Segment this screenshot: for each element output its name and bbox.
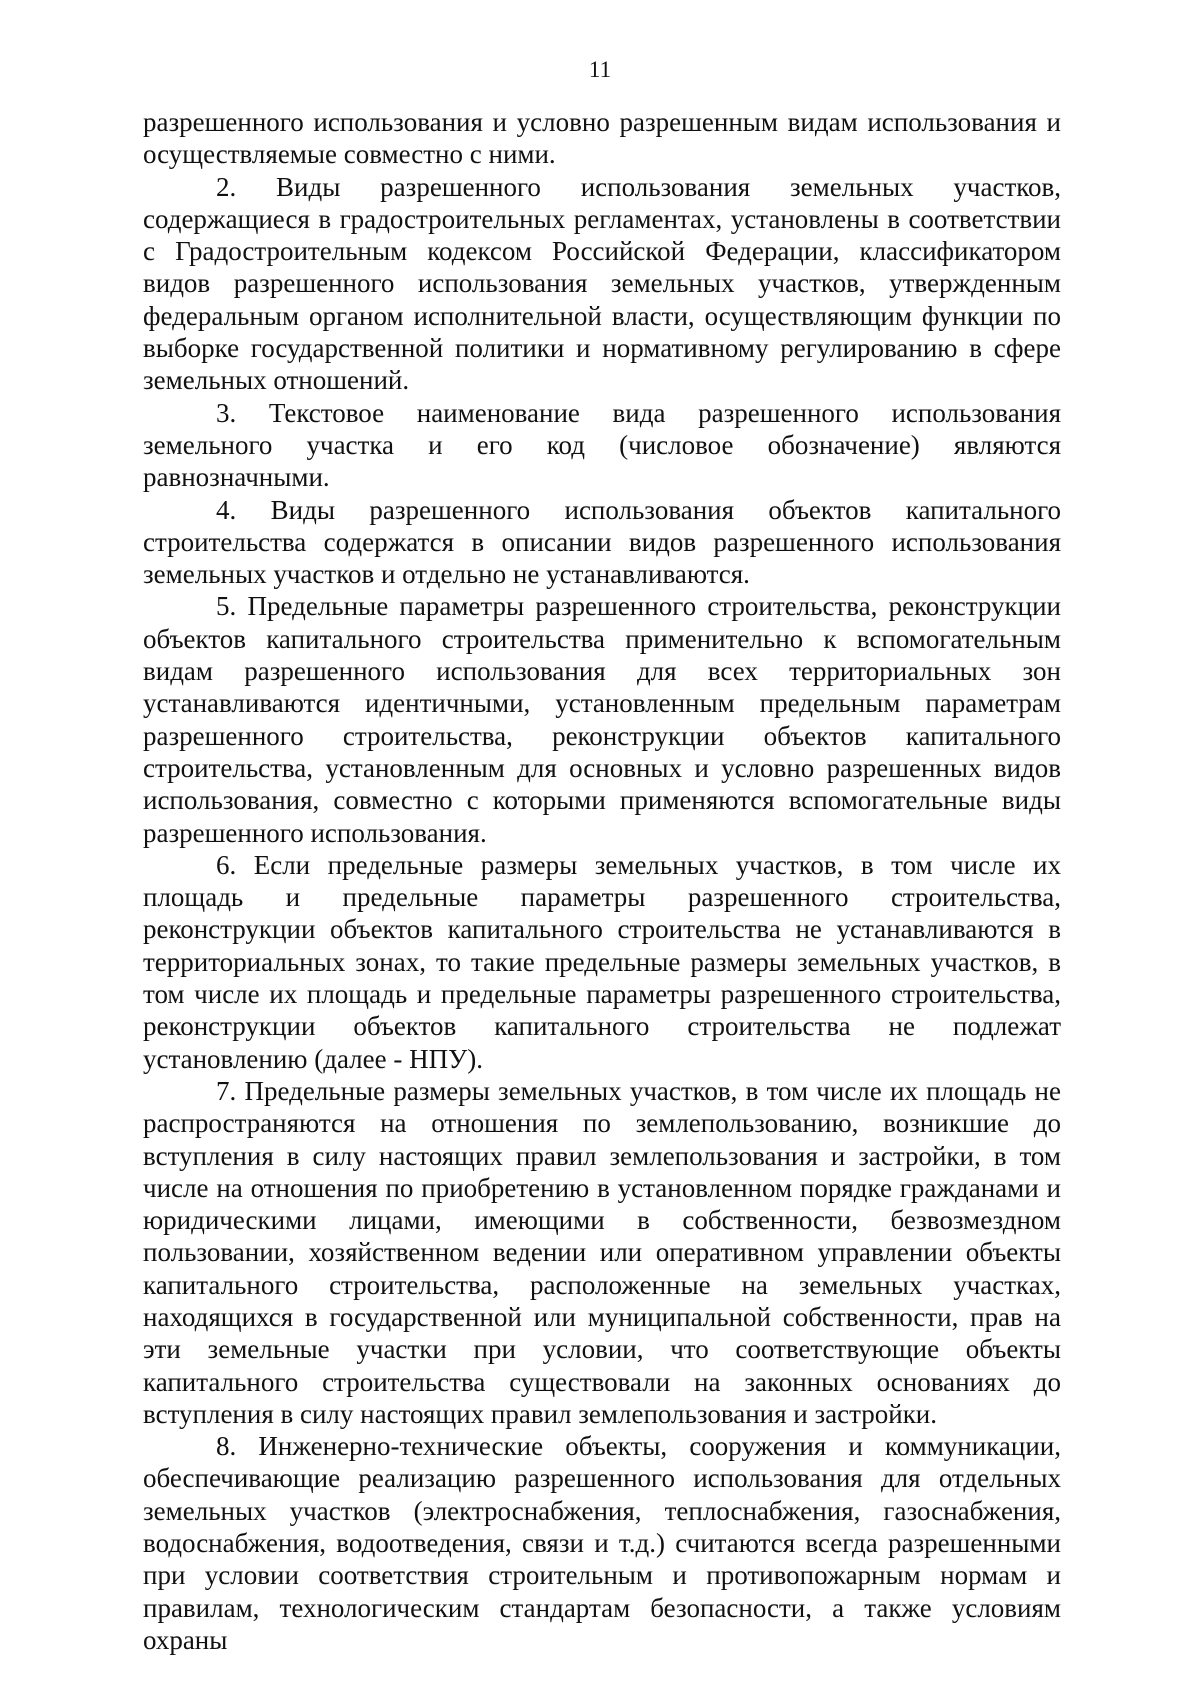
paragraph-continuation: разрешенного использования и условно разрешенным видам использования и осуществляемые совместно с ними. — [143, 107, 1061, 170]
paragraph-3: 3. Текстовое наименование вида разрешенного использования земельного участка и его код (числовое обозначение) являются равнозначными. — [143, 397, 1061, 493]
paragraph-4: 4. Виды разрешенного использования объектов капитального строительства содержатся в описании видов разрешенного использования земельных участков и отдельно не устанавливаются. — [143, 494, 1061, 590]
paragraph-6: 6. Если предельные размеры земельных участков, в том числе их площадь и предельные параметры разрешенного строительства, реконструкции объектов капитального строительства не устанавливаются в территориальных зонах, то такие предельные размеры земельных участков, в том числе их площадь и предельные параметры разрешенного строительства, реконструкции объектов капитального строительства не подлежат установлению (далее - НПУ). — [143, 849, 1061, 1074]
document-body — [143, 106, 1061, 1656]
paragraph-8: 8. Инженерно-технические объекты, сооружения и коммуникации, обеспечивающие реализацию разрешенного использования для отдельных земельных участков (электроснабжения, теплоснабжения, газоснабжения, водоснабжения, водоотведения, связи и т.д.) считаются всегда разрешенными при условии соответствия строительным и противопожарным нормам и правилам, технологическим стандартам безопасности, а также условиям охраны — [143, 1431, 1061, 1655]
paragraph-2: 2. Виды разрешенного использования земельных участков, содержащиеся в градостроительных регламентах, установлены в соответствии с Градостроительным кодексом Российской Федерации, классификатором видов разрешенного использования земельных участков, утвержденным федеральным органом исполнительной власти, осуществляющим функции по выборке государственной политики и нормативному регулированию в сфере земельных отношений. — [143, 171, 1061, 396]
paragraph-5: 5. Предельные параметры разрешенного строительства, реконструкции объектов капитального строительства применительно к вспомогательным видам разрешенного использования для всех территориальных зон устанавливаются идентичными, установленным предельным параметрам разрешенного строительства, реконструкции объектов капитального строительства, установленным для основных и условно разрешенных видов использования, совместно с которыми применяются вспомогательные виды разрешенного использования. — [143, 591, 1061, 848]
paragraph-7: 7. Предельные размеры земельных участков, в том числе их площадь не распространяются на отношения по землепользованию, возникшие до вступления в силу настоящих правил землепользования и застройки, в том числе на отношения по приобретению в установленном порядке гражданами и юридическими лицами, имеющими в собственности, безвозмездном пользовании, хозяйственном ведении или оперативном управлении объекты капитального строительства, расположенные на земельных участках, находящихся в государственной или муниципальной собственности, прав на эти земельные участки при условии, что соответствующие объекты капитального строительства существовали на законных основаниях до вступления в силу настоящих правил землепользования и застройки. — [143, 1075, 1061, 1429]
page-number: 11 — [588, 57, 612, 82]
